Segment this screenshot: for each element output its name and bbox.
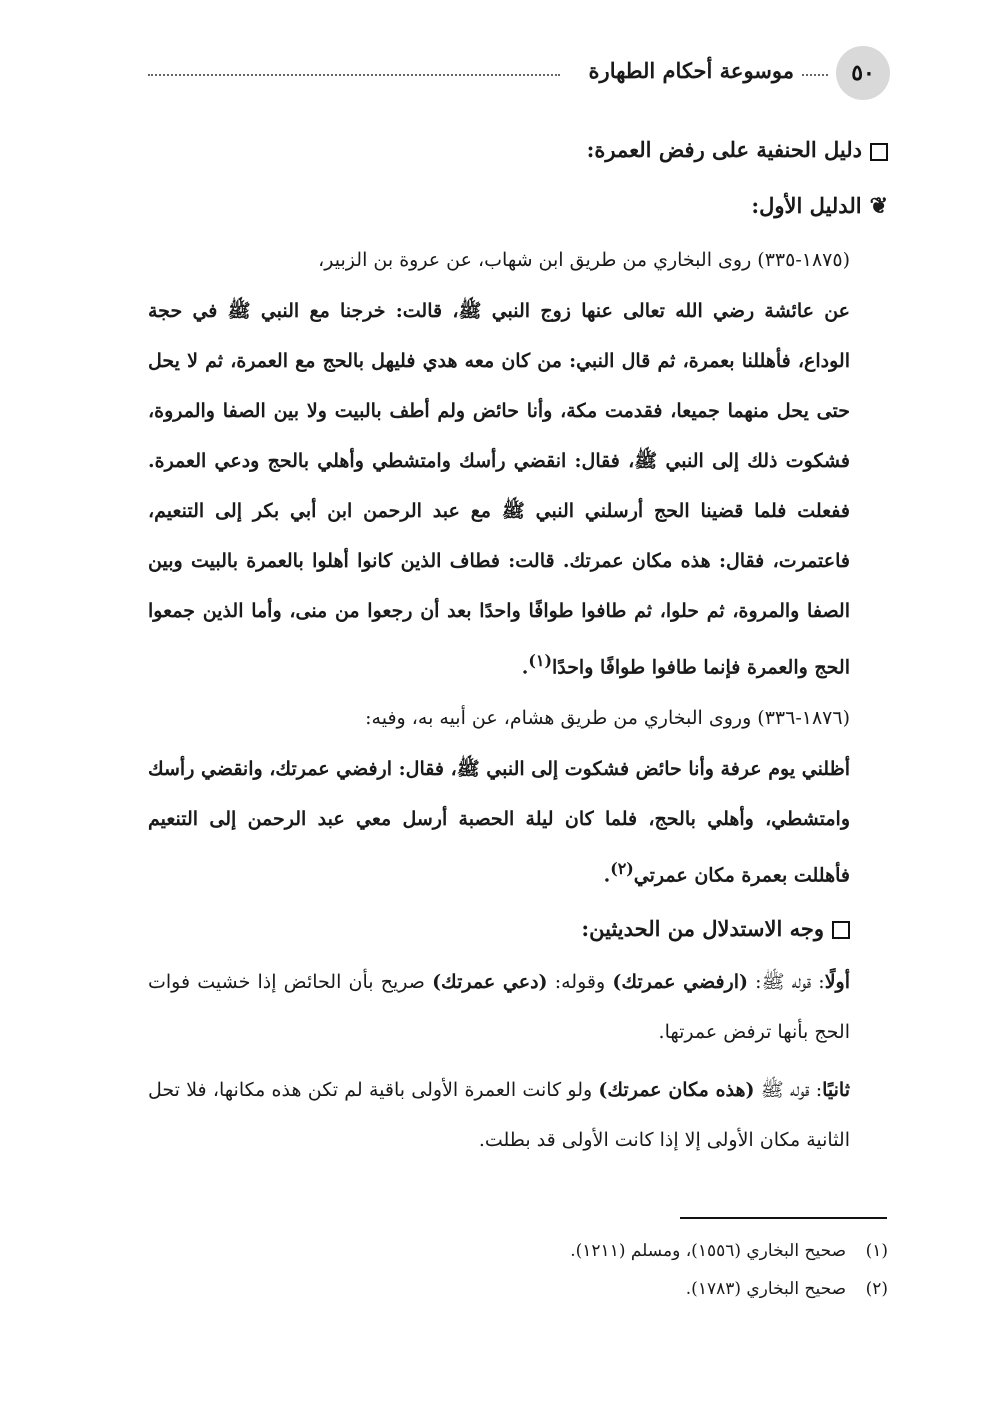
footnote-2-text: صحيح البخاري (١٧٨٣). bbox=[685, 1279, 846, 1299]
footnote-1-number: (١) bbox=[865, 1241, 888, 1261]
section-heading bbox=[148, 122, 888, 178]
footnote-1 bbox=[148, 1232, 888, 1270]
point-first-quote-2: (دعي عمرتك) bbox=[432, 970, 548, 993]
footnote-divider bbox=[680, 1217, 887, 1219]
header-dots-right bbox=[802, 74, 828, 76]
leaf-ornament-icon: ❦ bbox=[869, 193, 888, 219]
point-second-text-2: ولو كانت العمرة الأولى باقية لم تكن هذه مكانها، فلا تحل الثانية مكان الأولى إلا إذا كانت الأولى قد بطلت. bbox=[148, 1078, 850, 1151]
book-title: موسوعة أحكام الطهارة bbox=[588, 58, 794, 83]
footnote-ref-2[interactable]: (٢) bbox=[610, 859, 634, 879]
square-bullet-icon bbox=[832, 921, 850, 939]
footnote-ref-1[interactable]: (١) bbox=[528, 651, 552, 670]
page-content bbox=[148, 122, 888, 1165]
point-second-label: ثانيًا bbox=[822, 1078, 850, 1101]
square-bullet-icon bbox=[870, 143, 888, 161]
point-first-quote-1: (ارفضي عمرتك) bbox=[612, 970, 749, 993]
point-first-text-3: صريح بأن الحائض إذا خشيت فوات الحج بأنها ترفض عمرتها. bbox=[148, 970, 850, 1043]
hadith2-period: . bbox=[603, 864, 611, 887]
inference-heading-text: وجه الاستدلال من الحديثين: bbox=[581, 915, 824, 941]
footnotes bbox=[148, 1232, 888, 1308]
evidence-heading-text: الدليل الأول: bbox=[751, 193, 862, 218]
point-first-text-2: وقوله: bbox=[547, 970, 613, 993]
hadith2-body: أظلني يوم عرفة وأنا حائض فشكوت إلى النبي ﷺ، فقال: ارفضي عمرتك، وانقضي رأسك وامتشطي، وأهلي بالحج، فلما كان ليلة الحصبة أرسل معي عبد الرحمن إلى التنعيم فأهللت بعمرة مكان عمرتي bbox=[148, 758, 850, 887]
hadith2-intro: (١٨٧٦-٣٣٦) وروى البخاري من طريق هشام، عن أبيه به، وفيه: bbox=[365, 707, 850, 730]
point-second-text-1: : قوله ﷺ bbox=[754, 1078, 823, 1101]
evidence-heading bbox=[148, 178, 888, 234]
header-dots-left bbox=[148, 74, 560, 76]
hadith1-period: . bbox=[521, 656, 529, 679]
inference-heading bbox=[148, 901, 888, 957]
footnote-2-number: (٢) bbox=[865, 1279, 888, 1299]
page-header bbox=[140, 44, 890, 100]
point-first-label: أولًا bbox=[824, 970, 851, 993]
hadith1-body: عن عائشة رضي الله تعالى عنها زوج النبي ﷺ، قالت: خرجنا مع النبي ﷺ في حجة الوداع، فأهللنا بعمرة، ثم قال النبي: من كان معه هدي فليهل بالحج مع العمرة، ثم لا يحل حتى يحل منهما جميعا، فقدمت مكة، وأنا حائض ولم أطف بالبيت ولا بين الصفا والمروة، فشكوت ذلك إلى النبي ﷺ، فقال: انقضي رأسك وامتشطي وأهلي بالحج ودعي العمرة. ففعلت فلما قضينا الحج أرسلني النبي ﷺ مع عبد الرحمن ابن أبي بكر إلى التنعيم، فاعتمرت، فقال: هذه مكان عمرتك. قالت: فطاف الذين كانوا أهلوا بالعمرة بالبيت وبين الصفا والمروة، ثم حلوا، ثم طافوا طوافًا واحدًا بعد أن رجعوا من منى، وأما الذين جمعوا الحج والعمرة فإنما طافوا طوافًا واحدًا bbox=[148, 300, 850, 679]
section-heading-text: دليل الحنفية على رفض العمرة: bbox=[586, 137, 862, 162]
hadith1-text bbox=[148, 286, 888, 692]
footnote-1-text: صحيح البخاري (١٥٥٦)، ومسلم (١٢١١). bbox=[570, 1241, 846, 1261]
footnote-2 bbox=[148, 1270, 888, 1308]
point-second-quote-1: (هذه مكان عمرتك) bbox=[598, 1078, 755, 1101]
page-number: ٥٠ bbox=[836, 46, 890, 100]
hadith1-intro: (١٨٧٥-٣٣٥) روى البخاري من طريق ابن شهاب، عن عروة بن الزبير، bbox=[318, 249, 850, 271]
point-first bbox=[148, 957, 888, 1057]
hadith2-text bbox=[148, 744, 888, 900]
point-first-text-1: : قوله ﷺ: bbox=[748, 970, 825, 993]
point-second bbox=[148, 1065, 888, 1165]
